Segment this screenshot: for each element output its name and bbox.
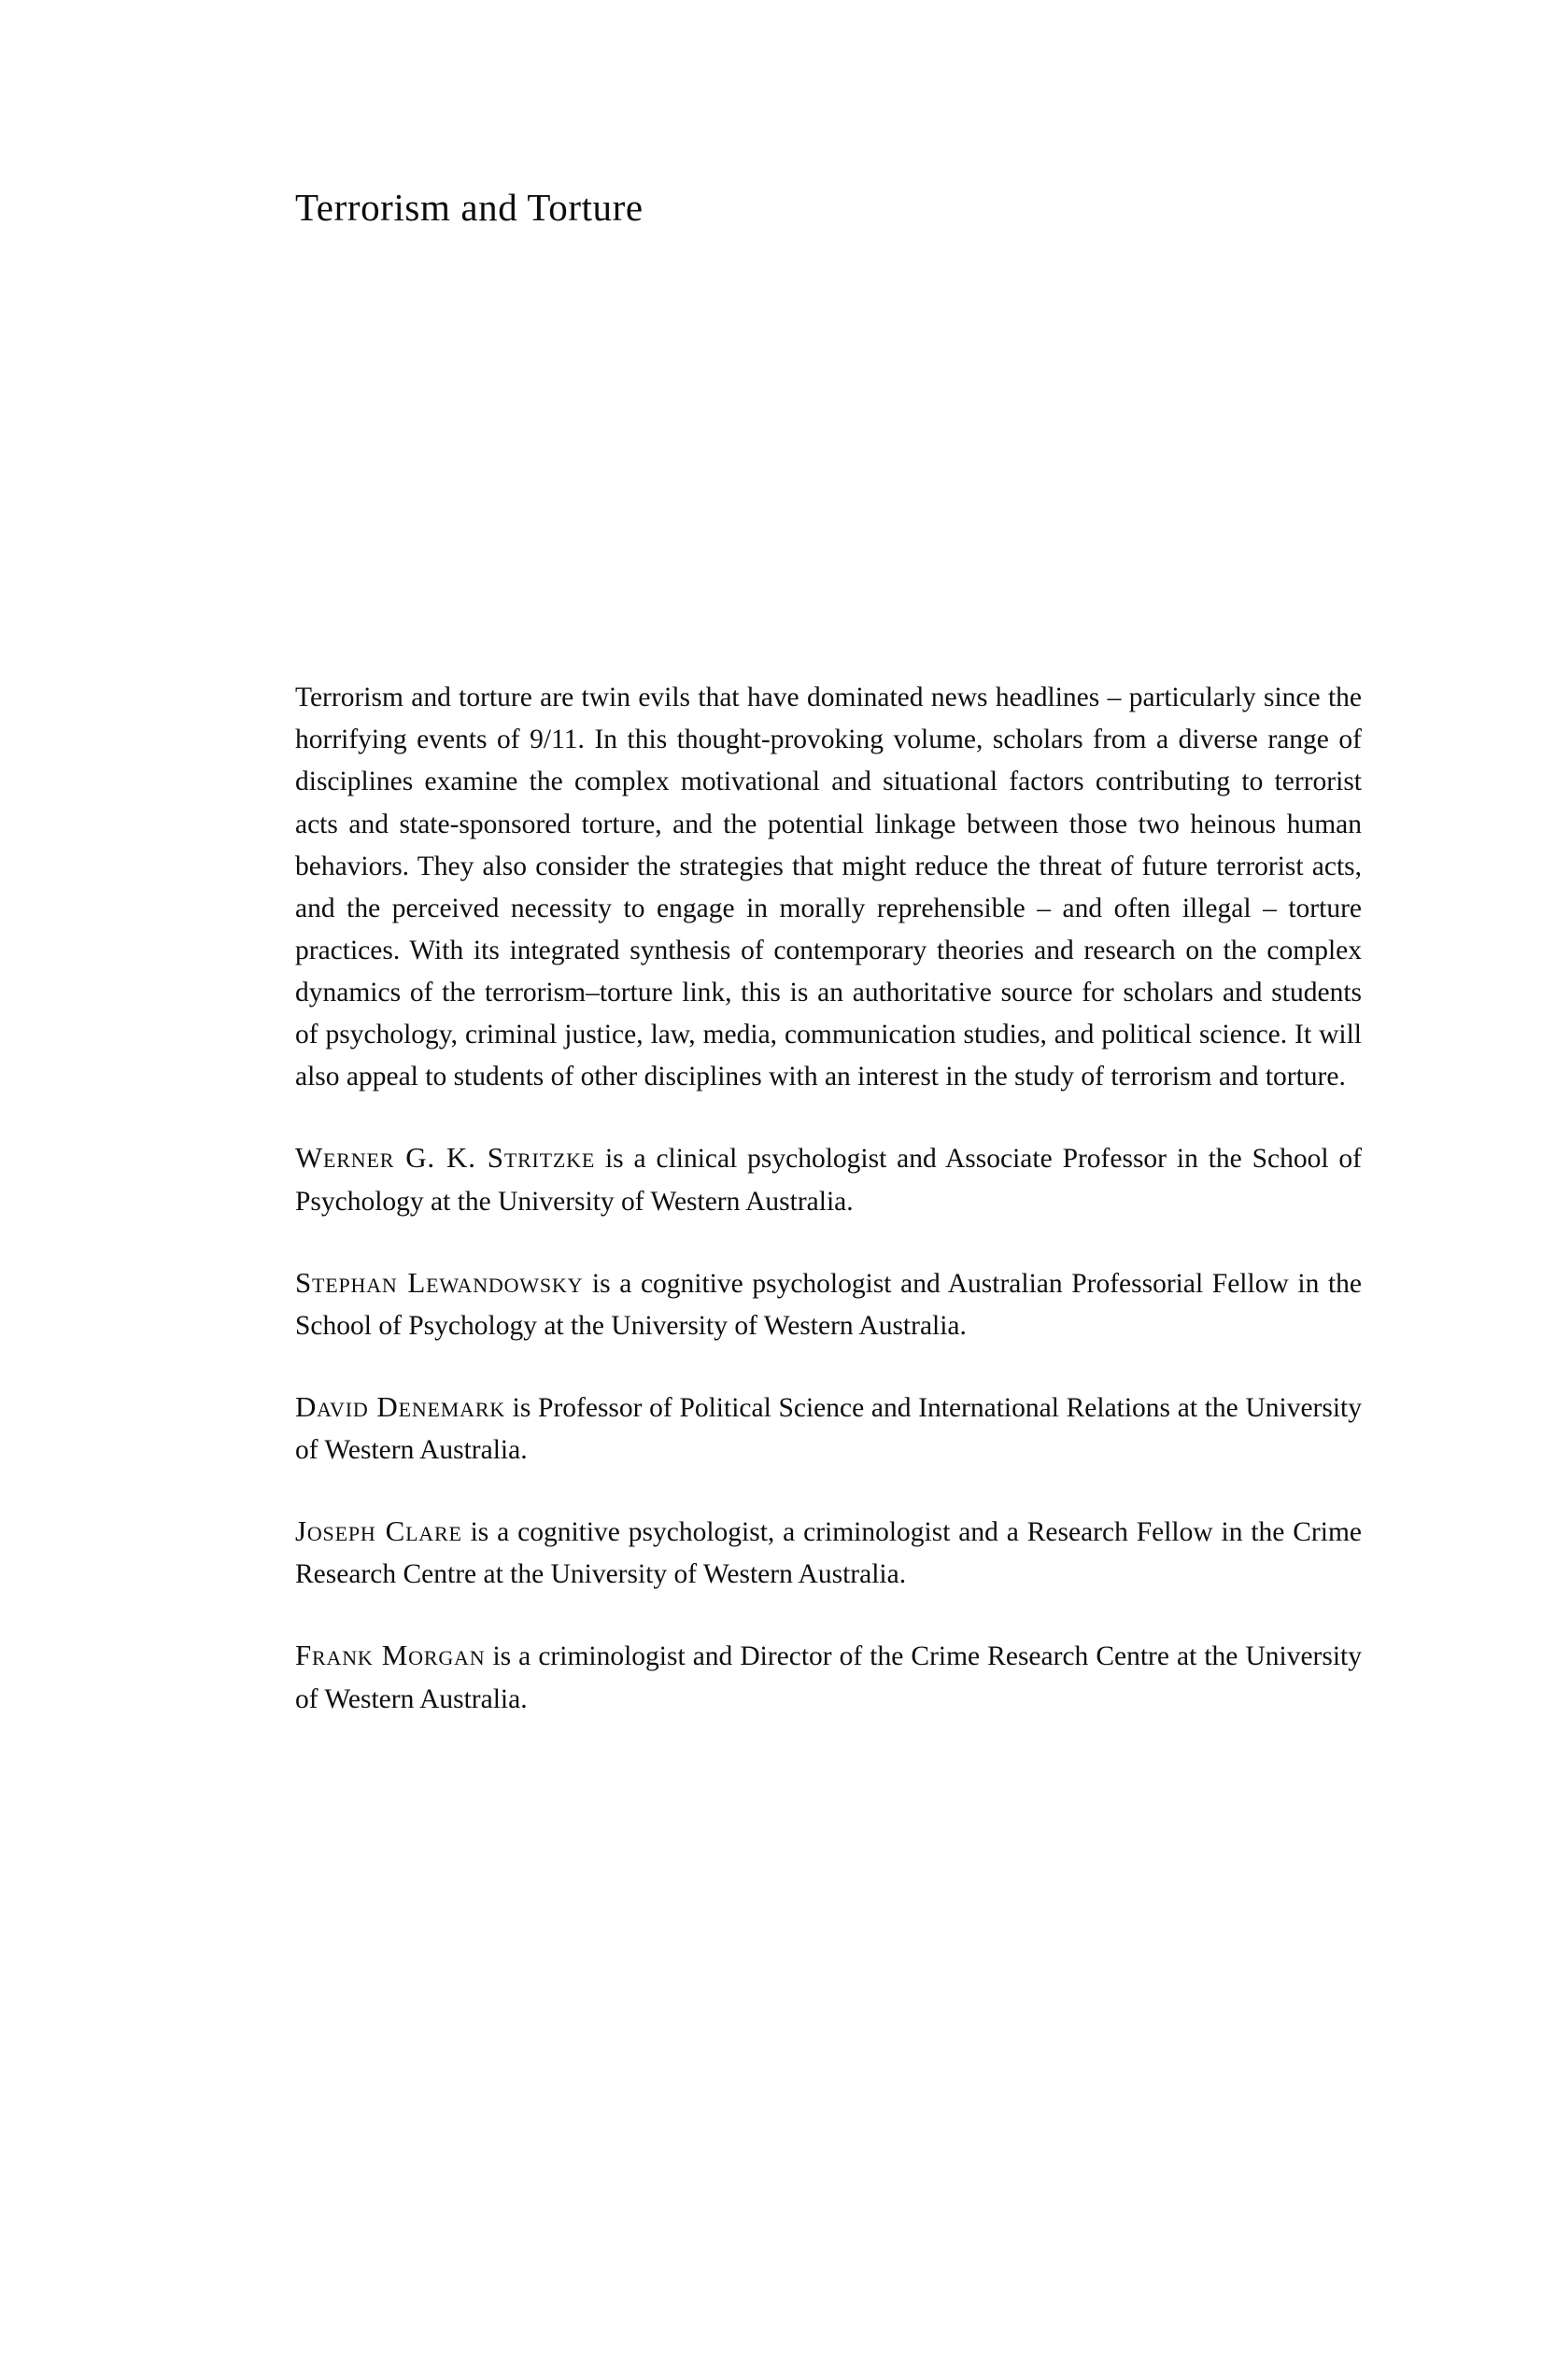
page-content bbox=[295, 0, 1362, 1748]
book-description: Terrorism and torture are twin evils that have dominated news headlines – particularly since the horrifying events of 9/11. In this thought-provoking volume, scholars from a diverse range of disciplines examine the complex motivational and situational factors contributing to terrorist acts and state-sponsored torture, and the potential linkage between those two heinous human behaviors. They also consider the strategies that might reduce the threat of future terrorist acts, and the perceived necessity to engage in morally reprehensible – and often illegal – torture practices. With its integrated synthesis of contemporary theories and research on the complex dynamics of the terrorism–torture link, this is an authoritative source for scholars and students of psychology, criminal justice, law, media, communication studies, and political science. It will also appeal to students of other disciplines with an interest in the study of terrorism and torture. bbox=[295, 683, 1362, 1092]
contributor-name: Frank Morgan bbox=[295, 1639, 486, 1672]
contributor-entry bbox=[295, 1385, 1362, 1472]
contributor-name: Stephan Lewandowsky bbox=[295, 1265, 584, 1299]
contributor-description: is a cognitive psychologist, a criminologist and a Research Fellow in the Crime Research Centre at the University of Western Australia. bbox=[295, 1517, 1362, 1590]
contributor-description: is a clinical psychologist and Associate Professor in the School of Psychology at the University of Western Australia. bbox=[295, 1144, 1362, 1217]
contributor-entry bbox=[295, 1135, 1362, 1222]
contributor-description: is Professor of Political Science and International Relations at the University of Western Australia. bbox=[295, 1392, 1362, 1466]
contributor-name: David Denemark bbox=[295, 1389, 505, 1423]
contributor-description: is a cognitive psychologist and Australian Professorial Fellow in the School of Psychology at the University of Western Australia. bbox=[295, 1268, 1362, 1341]
contributor-description: is a criminologist and Director of the Crime Research Centre at the University of Western Australia. bbox=[295, 1641, 1362, 1714]
contributor-name: Werner G. K. Stritzke bbox=[295, 1141, 596, 1175]
contributor-entry bbox=[295, 1509, 1362, 1596]
page-title: Terrorism and Torture bbox=[295, 186, 644, 229]
contributor-entry bbox=[295, 1633, 1362, 1720]
contributor-name: Joseph Clare bbox=[295, 1514, 462, 1548]
contributor-entry bbox=[295, 1260, 1362, 1347]
